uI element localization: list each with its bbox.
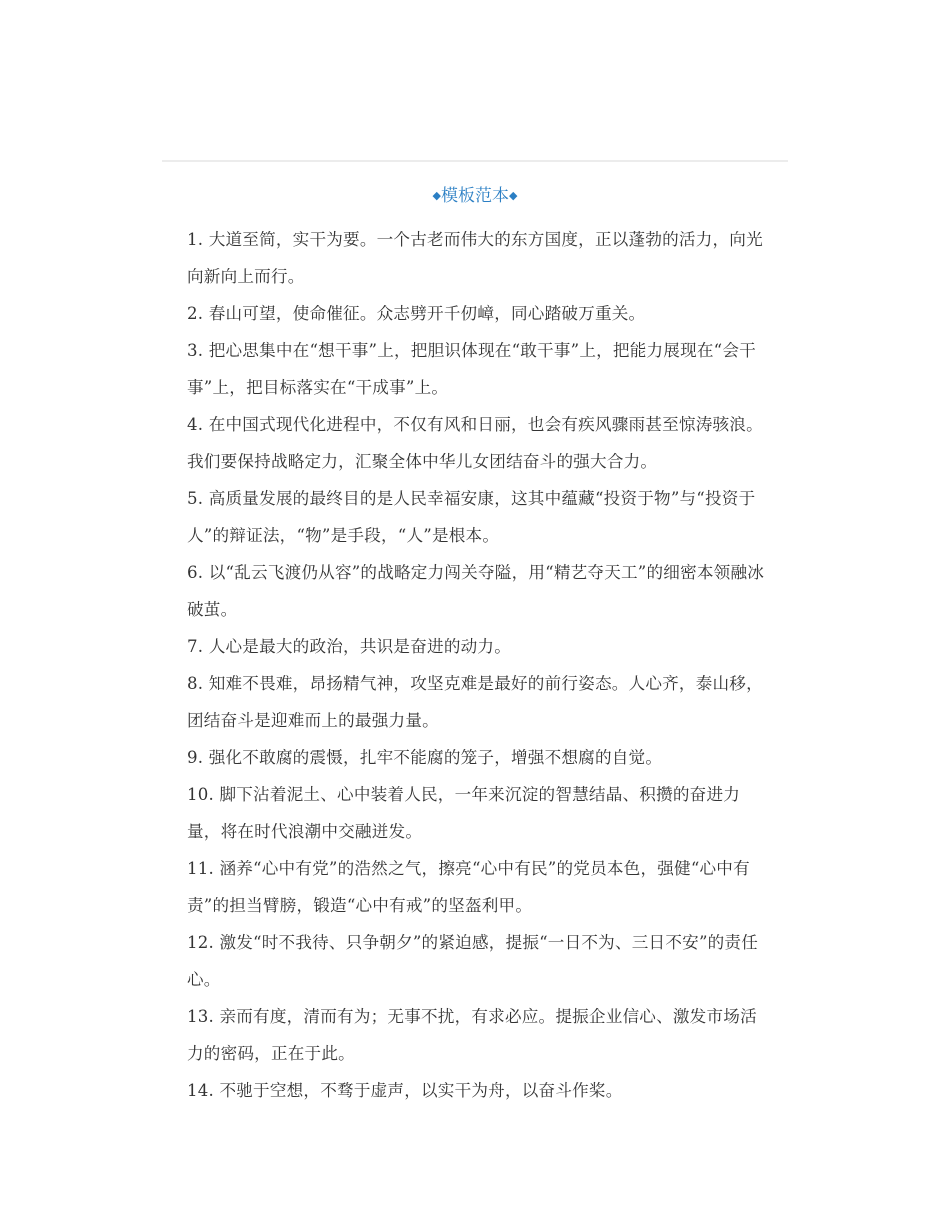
- document-title: [162, 184, 788, 208]
- list-item: 4. 在中国式现代化进程中，不仅有风和日丽，也会有疾风骤雨甚至惊涛骇浪。我们要保持战略定力，汇聚全体中华儿女团结奋斗的强大合力。: [187, 415, 763, 471]
- list-item: 8. 知难不畏难，昂扬精气神，攻坚克难是最好的前行姿态。人心齐，泰山移，团结奋斗是迎难而上的最强力量。: [187, 674, 763, 730]
- list-item: 10. 脚下沾着泥土、心中装着人民，一年来沉淀的智慧结晶、积攒的奋进力量，将在时代浪潮中交融迸发。: [187, 785, 741, 841]
- list-item: 6. 以“乱云飞渡仍从容”的战略定力闯关夺隘，用“精艺夺天工”的细密本领融冰破茧。: [187, 563, 765, 619]
- list-item: 11. 涵养“心中有党”的浩然之气，擦亮“心中有民”的党员本色，强健“心中有责”的担当臂膀，锻造“心中有戒”的坚盔利甲。: [187, 859, 750, 915]
- list-item: 9. 强化不敢腐的震慑，扎牢不能腐的笼子，增强不想腐的自觉。: [187, 748, 663, 767]
- list-item: 7. 人心是最大的政治，共识是奋进的动力。: [187, 637, 511, 656]
- top-divider: [162, 160, 788, 162]
- list-item: 14. 不驰于空想，不骛于虚声，以实干为舟，以奋斗作桨。: [187, 1081, 623, 1100]
- diamond-left-icon: ◆: [432, 189, 441, 202]
- title-text: 模板范本: [441, 186, 509, 206]
- document-body: [187, 221, 767, 1109]
- list-item: 5. 高质量发展的最终目的是人民幸福安康，这其中蕴藏“投资于物”与“投资于人”的辩证法，“物”是手段，“人”是根本。: [187, 489, 756, 545]
- list-item: 12. 激发“时不我待、只争朝夕”的紧迫感，提振“一日不为、三日不安”的责任心。: [187, 933, 759, 989]
- list-item: 3. 把心思集中在“想干事”上，把胆识体现在“敢干事”上，把能力展现在“会干事”上，把目标落实在“干成事”上。: [187, 341, 756, 397]
- list-item: 13. 亲而有度，清而有为；无事不扰，有求必应。提振企业信心、激发市场活力的密码，正在于此。: [187, 1007, 757, 1063]
- list-item: 2. 春山可望，使命催征。众志劈开千仞嶂，同心踏破万重关。: [187, 304, 646, 323]
- list-item: 1. 大道至简，实干为要。一个古老而伟大的东方国度，正以蓬勃的活力，向光向新向上而行。: [187, 230, 763, 286]
- diamond-right-icon: ◆: [509, 189, 518, 202]
